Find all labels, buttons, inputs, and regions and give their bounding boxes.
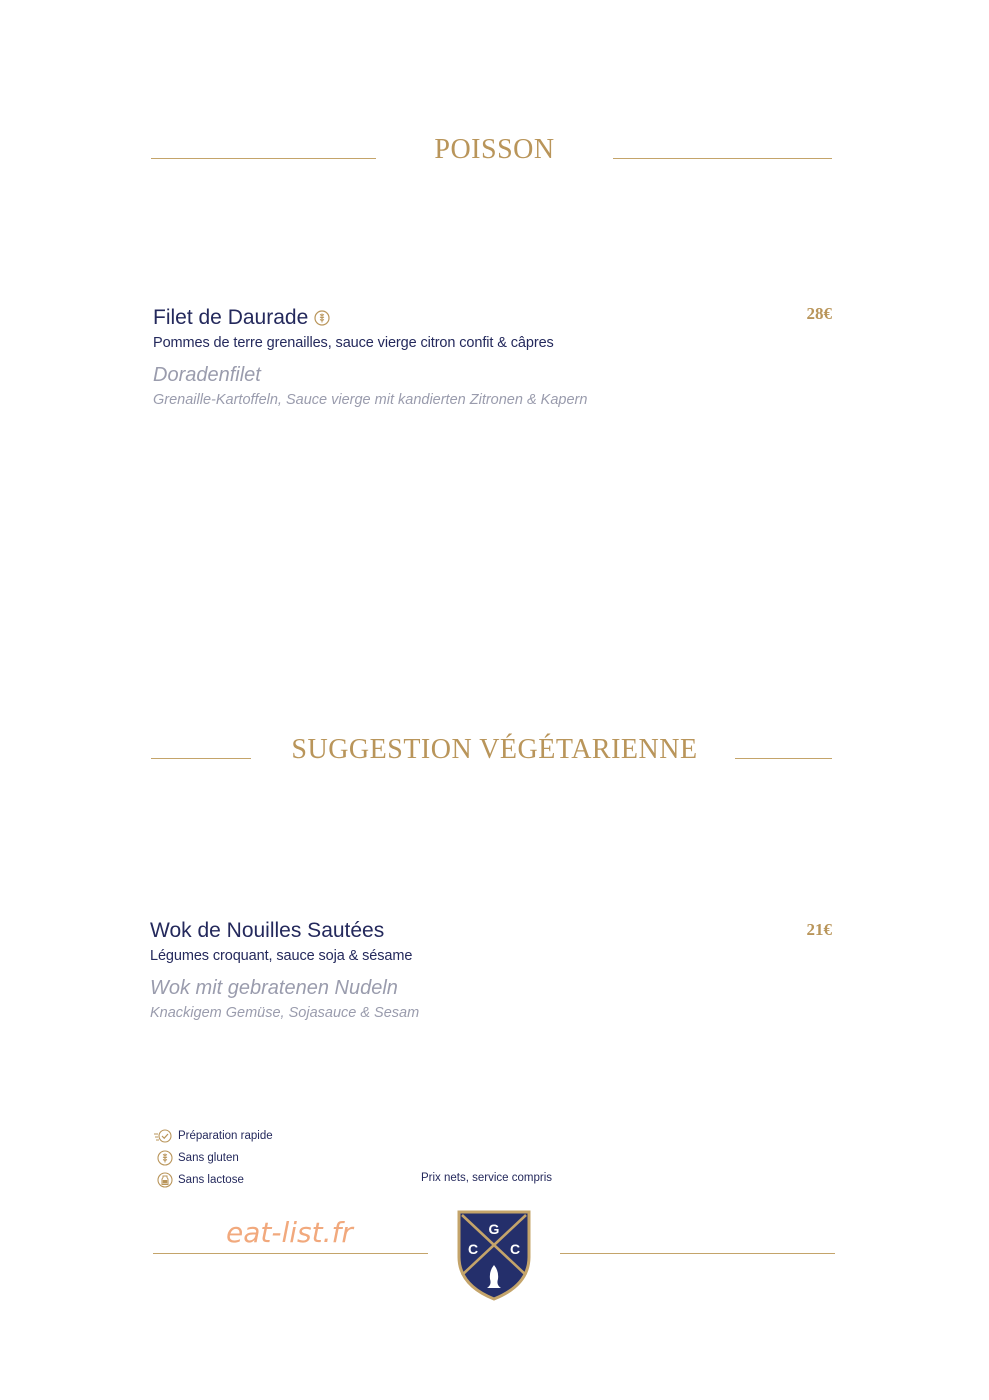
dish-description-german: Grenaille-Kartoffeln, Sauce vierge mit kandierten Zitronen & Kapern xyxy=(153,392,588,408)
dish-price: 28€ xyxy=(806,304,832,323)
quick-preparation-icon xyxy=(153,1128,178,1144)
dish-name: Wok de Nouilles Sautées xyxy=(150,919,385,942)
section-title-vegetarian: SUGGESTION VÉGÉTARIENNE xyxy=(291,734,698,765)
legend-item-quick-preparation xyxy=(153,1128,273,1144)
footer-rule-left xyxy=(153,1253,428,1254)
lactose-free-icon xyxy=(157,1172,178,1188)
dish-item xyxy=(150,919,830,1021)
footer-rule-right xyxy=(560,1253,835,1254)
dish-name: Filet de Daurade xyxy=(153,306,309,329)
watermark-text: eat-list.fr xyxy=(226,1216,353,1249)
club-crest-logo xyxy=(456,1209,532,1306)
legend-label: Préparation rapide xyxy=(178,1130,273,1142)
logo-letter: C xyxy=(467,1241,479,1257)
dish-item xyxy=(153,306,833,408)
dish-description-german: Knackigem Gemüse, Sojasauce & Sesam xyxy=(150,1005,420,1021)
price-note: Prix nets, service compris xyxy=(421,1172,553,1184)
section-title-poisson: POISSON xyxy=(434,134,555,165)
legend-item-gluten-free xyxy=(157,1150,239,1166)
section-rule-right xyxy=(735,758,832,759)
legend-item-lactose-free xyxy=(157,1172,244,1188)
dish-description: Pommes de terre grenailles, sauce vierge citron confit & câpres xyxy=(153,335,554,351)
legend-label: Sans lactose xyxy=(178,1174,244,1186)
dish-name-german: Wok mit gebratenen Nudeln xyxy=(150,977,398,999)
gluten-free-icon xyxy=(157,1150,178,1166)
logo-letter: C xyxy=(509,1241,521,1257)
dish-price: 21€ xyxy=(806,920,832,939)
dish-name-german: Doradenfilet xyxy=(153,364,261,386)
section-rule-right xyxy=(613,158,832,159)
legend-label: Sans gluten xyxy=(178,1152,239,1164)
dish-description: Légumes croquant, sauce soja & sésame xyxy=(150,948,413,964)
gluten-free-icon xyxy=(314,310,330,326)
logo-letter: G xyxy=(488,1221,500,1237)
